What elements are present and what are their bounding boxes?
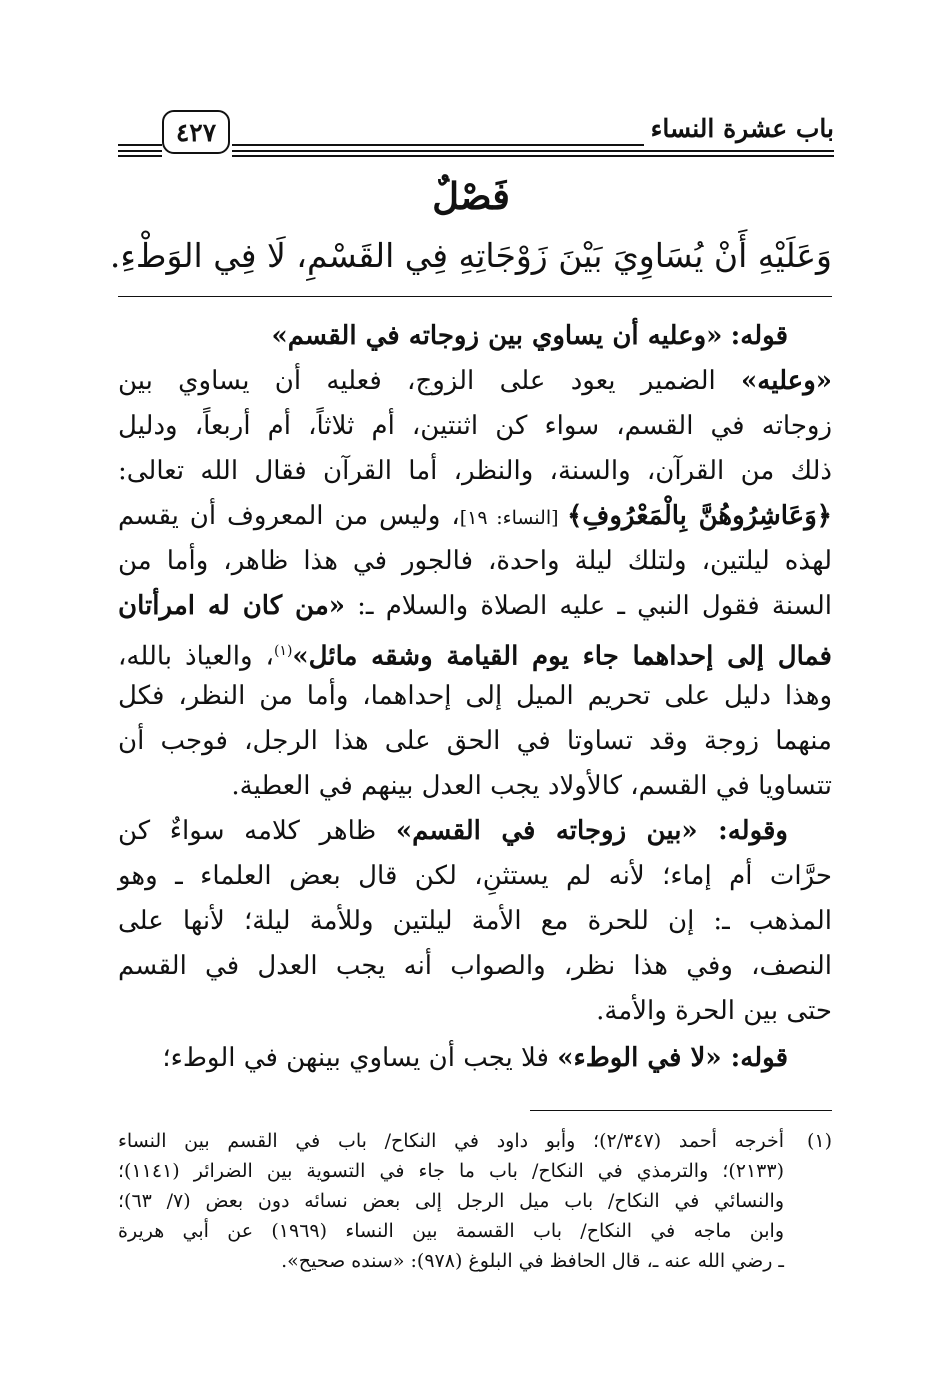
paragraph-3-line-1-text: ظاهر كلامه سواءٌ كن [118,816,396,846]
paragraph-3-label: وقوله: [697,816,788,846]
paragraph-4-quote: «لا في الوطء» [557,1043,722,1073]
header-rule-middle [232,150,834,152]
paragraph-3-line-2: حرَّات أم إماء؛ لأنه لم يستثنِ، لكن قال بعض العلماء ـ وهو [118,861,832,891]
paragraph-2-line-3: ذلك من القرآن، والسنة، والنظر، أما القرآن فقال الله تعالى: [118,456,832,486]
paragraph-4-text: فلا يجب أن يساوي بينهن في الوطء؛ [162,1043,558,1073]
matn-divider [118,296,832,297]
paragraph-2-line-1 [118,359,832,404]
paragraph-2-line-1-text: الضمير يعود على الزوج، فعليه أن يساوي بين [118,366,742,396]
paragraph-2-line-8: وهذا دليل على تحريم الميل إلى إحداهما، وأما من النظر، فكل [118,681,832,711]
page-number-text: ٤٢٧ [175,117,217,147]
paragraph-2-line-7 [118,629,832,680]
matn-text: وَعَلَيْهِ أَنْ يُسَاوِيَ بَيْنَ زَوْجَاتِهِ فِي القَسْمِ، لَا فِي الوَطْءِ. [109,236,832,275]
chapter-title: باب عشرة النساء [650,114,834,143]
paragraph-1-quote: «وعليه أن يساوي بين زوجاته في القسم» [271,321,723,351]
header-rule-left-middle [118,150,162,152]
paragraph-2-line-7-text: ، والعياذ بالله، [118,641,274,672]
footnote-line-1: أخرجه أحمد (٢/٣٤٧)؛ وأبو داود في النكاح/ باب في القسم بين النساء [118,1130,784,1152]
paragraph-3-line-1 [118,809,788,854]
footnote-line-3: والنسائي في النكاح/ باب ميل الرجل إلى بعض نسائه دون بعض (٧/ ٦٣)؛ [118,1190,784,1212]
header-rule-top [232,144,644,146]
paragraph-2-line-10: تتساويا في القسم، كالأولاد يجب العدل بينهم في العطية. [231,771,832,801]
paragraph-2-line-4 [118,494,832,541]
paragraph-2-line-6 [118,584,832,629]
paragraph-2-keyword: «وعليه» [741,366,832,396]
page-number [162,110,230,154]
paragraph-2-line-5: لهذه ليلتين، ولتلك ليلة واحدة، فالجور في هذا ظاهر، وأما من [118,546,832,576]
paragraph-2-line-9: منهما زوجة وقد تساوتا في الحق على هذا الرجل، فوجب أن [118,726,832,756]
paragraph-3-line-4: النصف، وفي هذا نظر، والصواب أنه يجب العدل في القسم [118,951,832,981]
quran-verse: ﴿وَعَاشِرُوهُنَّ بِالْمَعْرُوفِ﴾ [567,501,832,531]
paragraph-2-line-4-text: ، وليس من المعروف أن يقسم [118,501,460,531]
header-rule-left-bottom [118,155,162,157]
paragraph-1 [272,314,789,359]
paragraph-4-label: قوله: [721,1043,788,1073]
header-rule-bottom [232,155,834,157]
footnote-divider [530,1110,832,1111]
paragraph-2-line-6-text: السنة فقول النبي ـ عليه الصلاة والسلام ـ: [345,591,832,621]
section-heading: فَصْلٌ [432,174,510,218]
paragraph-3-line-5: حتى بين الحرة والأمة. [596,996,832,1026]
hadith-text-start: «من كان له امرأتان [118,591,346,621]
hadith-text-end: فمال إلى إحداهما جاء يوم القيامة وشقه مائل» [292,641,832,672]
footnote-reference[interactable]: (١) [273,643,293,659]
footnote-line-5: ـ رضي الله عنه ـ، قال الحافظ في البلوغ (٩٧٨): «سنده صحيح». [281,1250,784,1272]
paragraph-1-label: قوله: [730,321,788,351]
verse-reference: [النساء: ١٩] [459,507,568,529]
footnote-marker: (١) [806,1130,832,1152]
paragraph-3-quote: «بين زوجاته في القسم» [395,816,698,846]
header-rule-left-top [118,144,162,146]
footnote-line-2: (٢١٣٣)؛ والترمذي في النكاح/ باب ما جاء في التسوية بين الضرائر (١١٤١)؛ [118,1160,784,1182]
paragraph-3-line-3: المذهب ـ: إن للحرة مع الأمة ليلتين وللأمة ليلة؛ لأنها على [118,906,832,936]
page-header [118,108,834,158]
paragraph-4 [162,1036,788,1081]
footnote-line-4: وابن ماجه في النكاح/ باب القسمة بين النساء (١٩٦٩) عن أبي هريرة [118,1220,784,1242]
paragraph-2-line-2: زوجاته في القسم، سواء كن اثنتين، أم ثلاثاً، أم أربعاً، ودليل [118,411,832,441]
